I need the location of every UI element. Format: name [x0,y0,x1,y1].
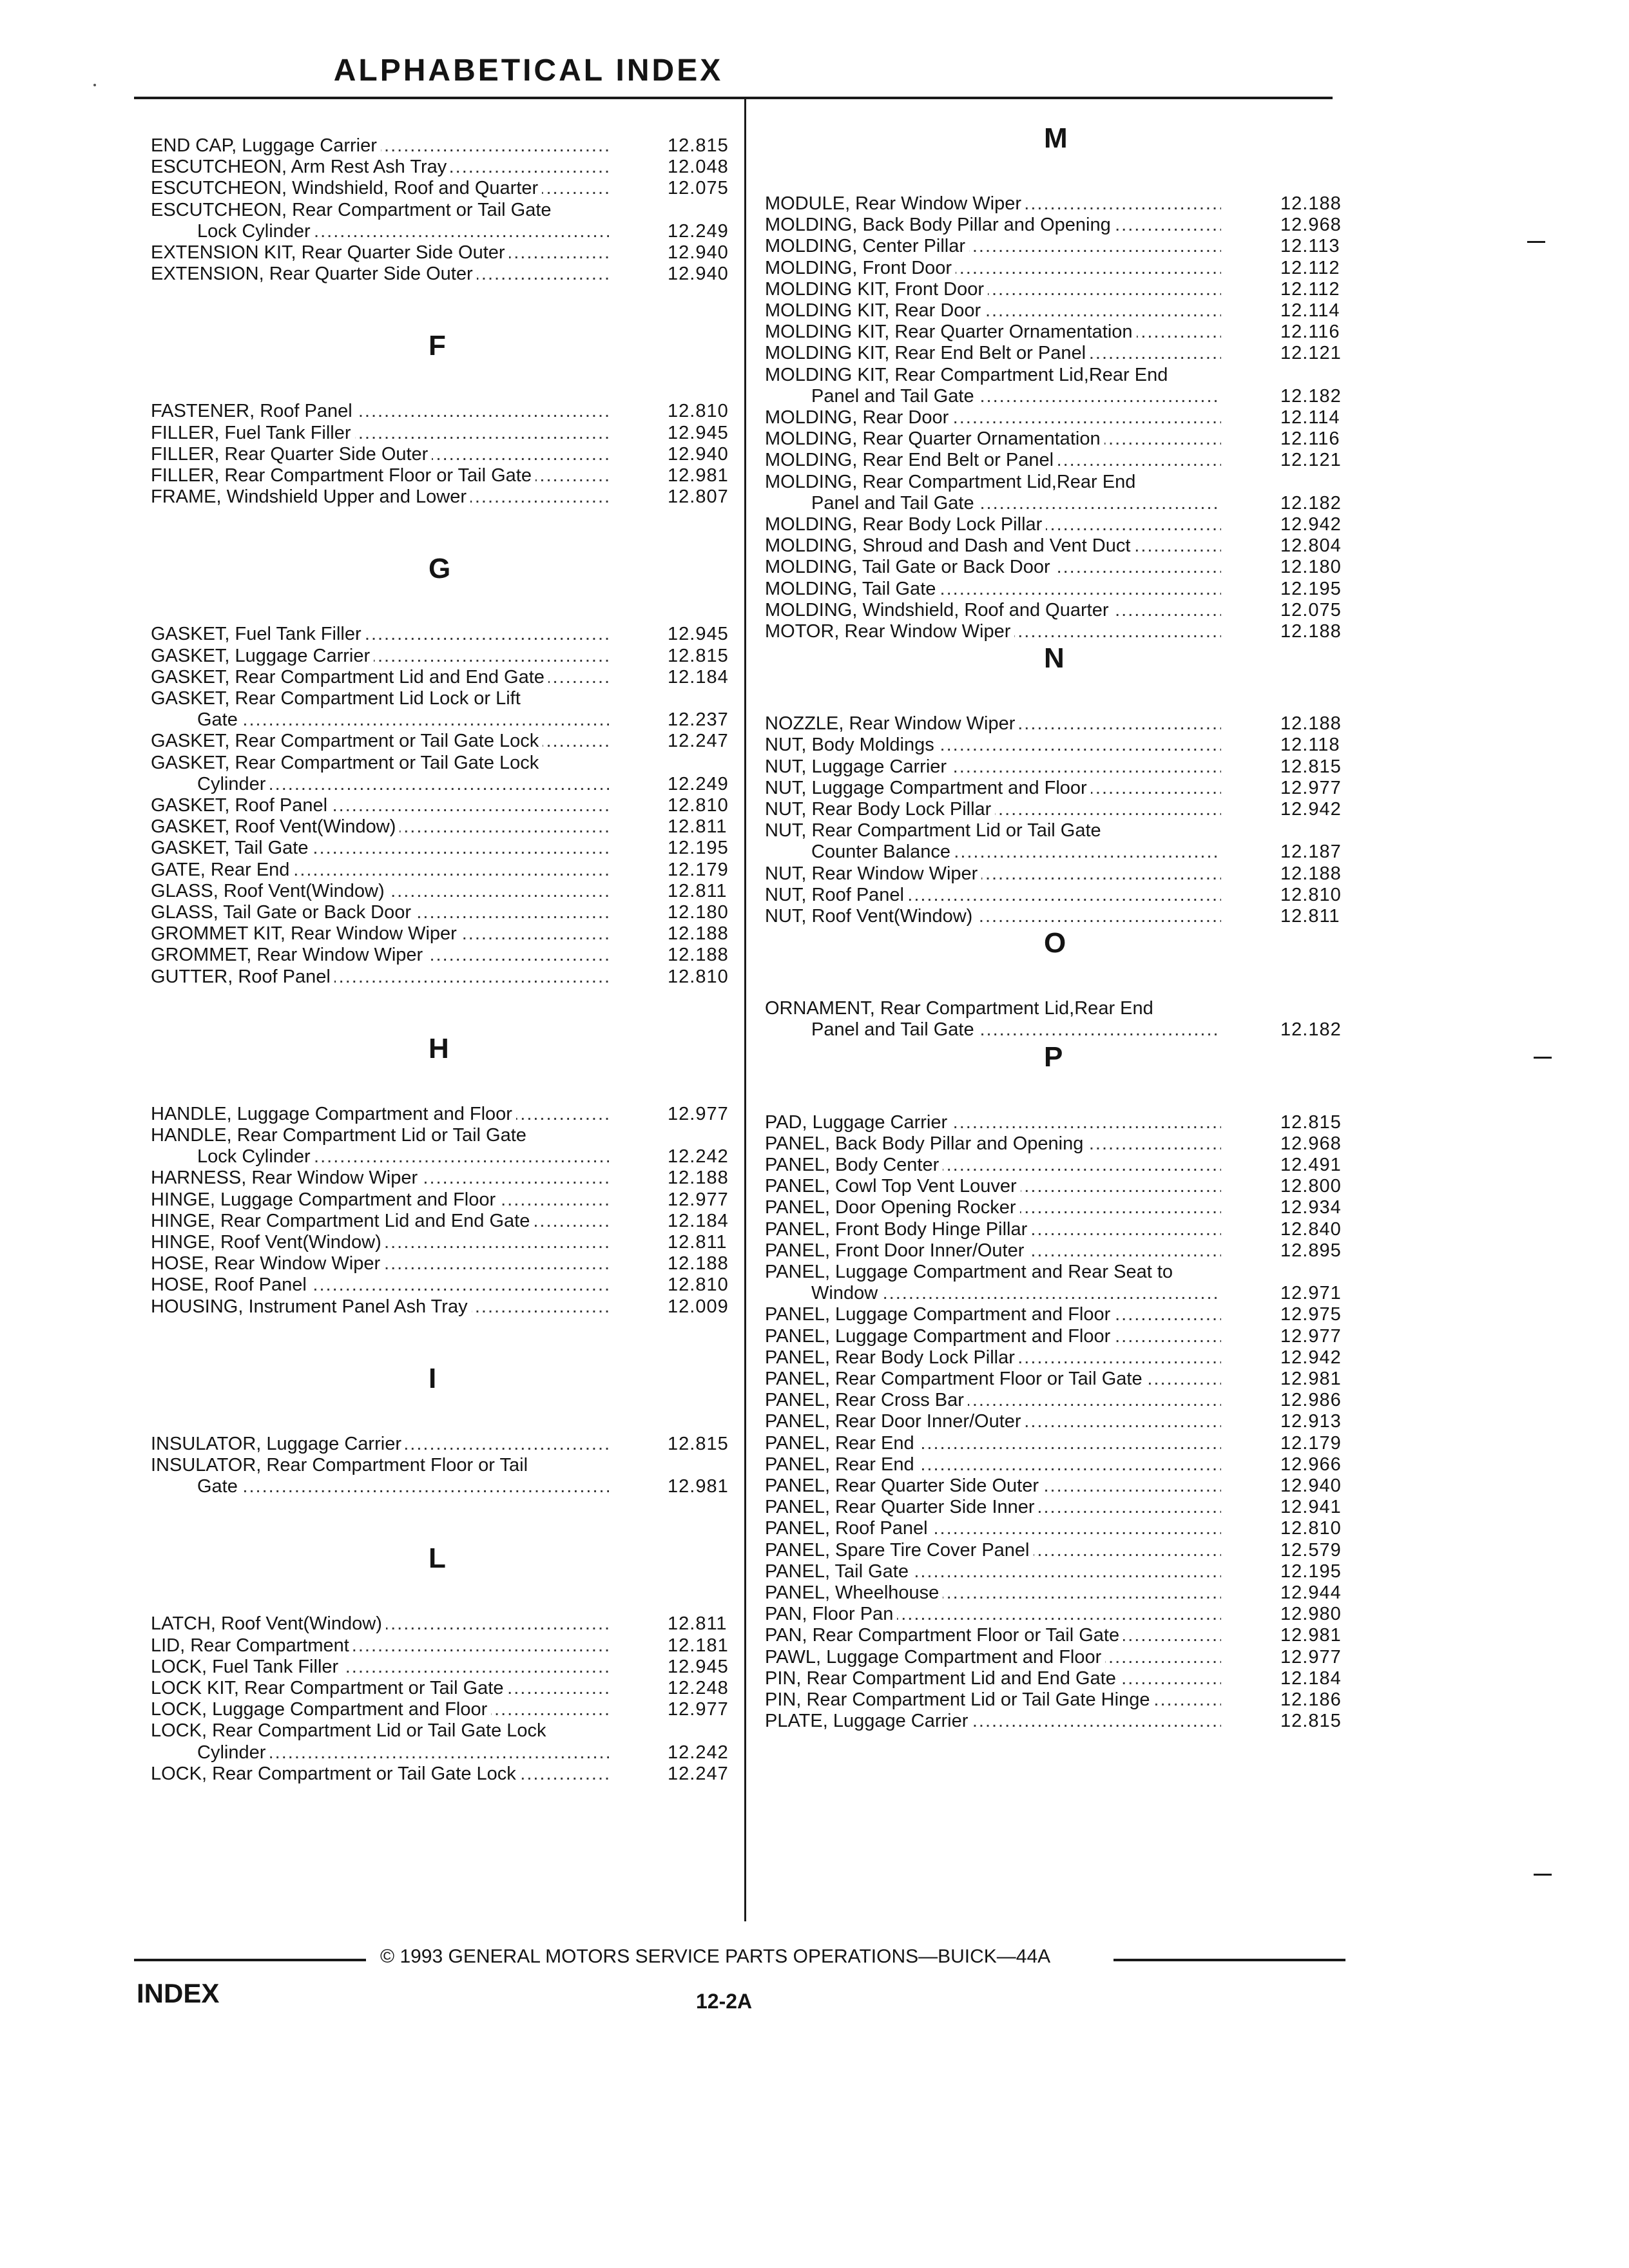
page-reference: 12.116 [1280,322,1340,343]
page-reference: 12.940 [1280,1475,1342,1496]
page-reference: 12.180 [668,902,729,923]
page-reference: 12.247 [668,731,729,752]
page-reference: 12.815 [1280,1711,1342,1732]
page-reference: 12.242 [668,1742,729,1763]
entry-text: Lock Cylinder [197,1146,314,1168]
entry-text: Panel and Tail Gate [811,386,978,407]
entry-text: PAN, Rear Compartment Floor or Tail Gate [765,1625,1123,1646]
entry-text: GLASS, Roof Vent(Window) [151,881,389,902]
section-letter-i: I [429,1362,437,1394]
entry-text: HANDLE, Luggage Compartment and Floor [151,1104,516,1125]
entry-text: MOLDING, Tail Gate or Back Door [765,557,1054,578]
entry-text: MOLDING, Front Door [765,258,956,279]
entry-text: PANEL, Rear Cross Bar [765,1390,968,1411]
entry-text: FILLER, Rear Compartment Floor or Tail Gate [151,465,535,486]
page-reference: 12.113 [1280,236,1340,257]
page-reference: 12.810 [668,795,729,816]
entry-text: LID, Rear Compartment [151,1635,353,1657]
page-reference: 12.913 [1280,1411,1342,1432]
footer-rule-left [134,1959,366,1961]
entry-text: NUT, Rear Body Lock Pillar [765,799,995,820]
section-letter-n: N [1044,642,1065,675]
entry-text: GATE, Rear End [151,860,293,881]
entry-text: NOZZLE, Rear Window Wiper [765,713,1019,735]
entry-text: MOLDING, Rear End Belt or Panel [765,450,1057,471]
entry-text: ORNAMENT, Rear Compartment Lid,Rear End [765,998,1157,1019]
entry-text: PANEL, Cowl Top Vent Louver [765,1176,1021,1197]
page-reference: 12.195 [1280,578,1342,599]
entry-text: PANEL, Body Center [765,1155,943,1176]
entry-text: PIN, Rear Compartment Lid or Tail Gate Hinge [765,1689,1153,1711]
page-reference: 12.249 [668,773,729,794]
entry-text: ESCUTCHEON, Rear Compartment or Tail Gate [151,200,555,221]
page-reference: 12.807 [668,486,729,508]
page-reference: 12.182 [1280,492,1342,514]
page-reference: 12.981 [668,1476,729,1497]
entry-text: PANEL, Luggage Compartment and Floor [765,1326,1114,1347]
section-letter-g: G [429,553,451,585]
page-reference: 12.804 [1280,535,1342,557]
page-reference: 12.968 [1280,1133,1342,1154]
page-reference: 12.182 [1280,1019,1342,1041]
entry-text: MOLDING, Tail Gate [765,579,940,600]
page-reference: 12.195 [1280,1561,1342,1582]
page-title: ALPHABETICAL INDEX [333,53,724,88]
entry-text: HARNESS, Rear Window Wiper [151,1168,421,1189]
scan-speck [93,84,96,86]
page-reference: 12.815 [1280,1111,1342,1133]
entry-text: HINGE, Roof Vent(Window) [151,1232,385,1253]
page-reference: 12.895 [1280,1240,1342,1261]
page-reference: 12.940 [668,242,729,263]
entry-text: GASKET, Rear Compartment Lid and End Gate [151,667,548,688]
page-reference: 12.491 [1280,1155,1342,1175]
page-reference: 12.977 [1280,1646,1342,1667]
entry-text: PANEL, Rear Quarter Side Outer [765,1475,1043,1497]
entry-text: GASKET, Roof Panel [151,795,331,816]
page-reference: 12.810 [668,401,729,422]
page-reference: 12.966 [1280,1454,1342,1475]
page-reference: 12.815 [668,645,729,666]
entry-text: GUTTER, Roof Panel [151,966,334,988]
entry-text: PAWL, Luggage Compartment and Floor [765,1647,1105,1668]
entry-text: FILLER, Rear Quarter Side Outer [151,444,432,465]
page-reference: 12.810 [1280,1518,1342,1539]
page-reference: 12.975 [1280,1304,1342,1325]
entry-text: PANEL, Front Body Hinge Pillar [765,1219,1031,1240]
page-reference: 12.181 [668,1635,729,1656]
entry-text: HINGE, Rear Compartment Lid and End Gate [151,1211,534,1232]
entry-text: Panel and Tail Gate [811,493,978,514]
page-reference: 12.184 [668,1210,729,1231]
page-reference: 12.811 [668,816,728,838]
page-reference: 12.009 [668,1296,729,1317]
page-reference: 12.810 [668,1274,729,1296]
page-reference: 12.977 [1280,777,1342,798]
page-reference: 12.940 [668,443,729,465]
entry-text: NUT, Body Moldings [765,735,938,756]
entry-text: MOLDING KIT, Rear Compartment Lid,Rear End [765,365,1171,386]
page-reference: 12.986 [1280,1390,1342,1411]
page-reference: 12.248 [668,1678,729,1698]
entry-text: ESCUTCHEON, Arm Rest Ash Tray [151,157,450,178]
entry-text: NUT, Roof Panel [765,885,908,906]
page-reference: 12.121 [1280,450,1342,471]
entry-text: PANEL, Rear Quarter Side Inner [765,1497,1039,1518]
entry-text: PANEL, Rear Compartment Floor or Tail Gate [765,1369,1146,1390]
page-reference: 12.977 [668,1103,729,1124]
margin-tick [1534,1874,1552,1876]
margin-tick [1534,1057,1552,1059]
page-reference: 12.942 [1280,1347,1342,1368]
entry-text: GASKET, Rear Compartment Lid Lock or Lift [151,688,525,709]
entry-text: NUT, Rear Window Wiper [765,863,981,885]
page-reference: 12.942 [1280,799,1342,820]
entry-text: NUT, Luggage Compartment and Floor [765,778,1091,799]
entry-text: MOLDING, Back Body Pillar and Opening [765,215,1115,236]
page-reference: 12.179 [1280,1432,1342,1454]
page-reference: 12.800 [1280,1176,1342,1197]
entry-text: HINGE, Luggage Compartment and Floor [151,1189,499,1211]
page-reference: 12.977 [1280,1325,1342,1347]
dot-leader [197,709,609,731]
entry-text: FASTENER, Roof Panel [151,401,356,422]
entry-text: MOTOR, Rear Window Wiper [765,621,1014,642]
section-letter-o: O [1044,927,1066,959]
entry-text: PANEL, Rear Door Inner/Outer [765,1411,1025,1432]
footer-page-number: 12-2A [696,1990,753,2013]
entry-text: Gate [197,1476,242,1497]
page-reference: 12.237 [668,709,729,731]
entry-text: MOLDING, Rear Compartment Lid,Rear End [765,472,1139,493]
page-reference: 12.114 [1280,407,1340,428]
page-reference: 12.188 [1280,713,1342,735]
entry-text: INSULATOR, Luggage Carrier [151,1434,405,1455]
entry-text: PLATE, Luggage Carrier [765,1711,972,1732]
page-reference: 12.945 [668,1656,729,1677]
entry-text: PANEL, Luggage Compartment and Rear Seat to [765,1262,1177,1283]
entry-text: GASKET, Tail Gate [151,838,312,859]
entry-text: FILLER, Fuel Tank Filler [151,423,355,444]
page-reference: 12.179 [668,859,729,880]
entry-text: PANEL, Rear End [765,1433,918,1454]
section-letter-l: L [429,1542,446,1575]
entry-text: Cylinder [197,1742,269,1763]
entry-text: PANEL, Back Body Pillar and Opening [765,1133,1087,1155]
entry-text: GASKET, Fuel Tank Filler [151,624,365,645]
page-reference: 12.195 [668,838,729,859]
entry-text: NUT, Luggage Carrier [765,756,950,778]
entry-text: Gate [197,709,242,731]
entry-text: GASKET, Luggage Carrier [151,646,374,667]
page-reference: 12.188 [1280,863,1342,884]
entry-text: LATCH, Roof Vent(Window) [151,1613,386,1635]
page-reference: 12.940 [668,264,729,285]
entry-text: Counter Balance [811,841,954,863]
title-rule [134,97,1333,99]
entry-text: PIN, Rear Compartment Lid and End Gate [765,1668,1120,1689]
page-reference: 12.968 [1280,215,1342,236]
entry-text: MOLDING KIT, Rear Door [765,300,985,322]
footer-rule-right [1113,1959,1345,1961]
entry-text: HOSE, Rear Window Wiper [151,1253,384,1274]
entry-text: MODULE, Rear Window Wiper [765,193,1025,215]
page-reference: 12.114 [1280,300,1340,321]
entry-text: LOCK, Luggage Compartment and Floor [151,1699,491,1720]
page-reference: 12.249 [668,220,729,242]
page-reference: 12.981 [1280,1625,1342,1646]
page-reference: 12.242 [668,1146,729,1168]
page-reference: 12.116 [1280,428,1340,450]
column-divider [744,98,746,1921]
page-reference: 12.112 [1280,257,1340,278]
entry-text: HOUSING, Instrument Panel Ash Tray [151,1296,472,1318]
entry-text: EXTENSION, Rear Quarter Side Outer [151,264,477,285]
entry-text: MOLDING KIT, Rear End Belt or Panel [765,343,1090,364]
page-reference: 12.247 [668,1763,729,1784]
footer-copyright: © 1993 GENERAL MOTORS SERVICE PARTS OPERATIONS—BUICK—44A [380,1946,1051,1967]
entry-text: PANEL, Rear Body Lock Pillar [765,1347,1019,1369]
page-reference: 12.184 [1280,1667,1342,1689]
entry-text: PANEL, Luggage Compartment and Floor [765,1304,1114,1325]
page-reference: 12.187 [1280,841,1342,863]
page-reference: 12.977 [668,1699,729,1720]
entry-text: FRAME, Windshield Upper and Lower [151,486,470,508]
entry-text: MOLDING, Rear Quarter Ornamentation [765,428,1104,450]
section-letter-p: P [1044,1041,1063,1073]
section-letter-m: M [1044,122,1068,154]
page-reference: 12.048 [668,157,729,178]
page-reference: 12.944 [1280,1582,1342,1603]
page-reference: 12.811 [668,1232,728,1253]
entry-text: PANEL, Rear End [765,1454,918,1475]
entry-text: MOLDING KIT, Front Door [765,279,988,300]
page-reference: 12.184 [668,666,729,687]
entry-text: Window [811,1283,882,1304]
page-reference: 12.810 [668,966,729,987]
page-reference: 12.186 [1280,1689,1342,1710]
page-reference: 12.811 [668,880,728,901]
page-reference: 12.980 [1280,1604,1342,1625]
entry-text: ESCUTCHEON, Windshield, Roof and Quarter [151,178,542,199]
page-reference: 12.811 [668,1613,728,1635]
page-reference: 12.188 [668,923,729,945]
entry-text: PAN, Floor Pan [765,1604,897,1625]
entry-text: LOCK, Rear Compartment or Tail Gate Lock [151,1763,520,1785]
dot-leader [197,1476,609,1497]
entry-text: PANEL, Front Door Inner/Outer [765,1240,1028,1262]
page-reference: 12.971 [1280,1283,1342,1304]
page-reference: 12.942 [1280,514,1342,535]
page-reference: 12.188 [668,945,729,966]
entry-text: NUT, Roof Vent(Window) [765,906,976,927]
entry-text: PANEL, Door Opening Rocker [765,1197,1020,1218]
page-reference: 12.815 [668,135,729,156]
entry-text: GASKET, Rear Compartment or Tail Gate Lock [151,731,543,752]
page-reference: 12.075 [1280,599,1342,620]
page-reference: 12.945 [668,624,729,645]
entry-text: LOCK KIT, Rear Compartment or Tail Gate [151,1678,507,1699]
entry-text: GASKET, Rear Compartment or Tail Gate Lock [151,753,543,774]
entry-text: END CAP, Luggage Carrier [151,135,381,157]
page-reference: 12.188 [668,1253,729,1274]
entry-text: EXTENSION KIT, Rear Quarter Side Outer [151,242,509,264]
margin-tick [1527,241,1545,243]
page-reference: 12.121 [1280,343,1342,364]
entry-text: PAD, Luggage Carrier [765,1112,951,1133]
entry-text: PANEL, Tail Gate [765,1561,912,1582]
entry-text: Panel and Tail Gate [811,1019,978,1041]
section-letter-f: F [429,330,446,362]
entry-text: Lock Cylinder [197,221,314,242]
page-reference: 12.810 [1280,884,1342,905]
page-reference: 12.075 [668,178,729,199]
page-reference: 12.180 [1280,557,1342,578]
entry-text: INSULATOR, Rear Compartment Floor or Tail [151,1455,532,1476]
entry-text: MOLDING, Shroud and Dash and Vent Duct [765,535,1134,557]
entry-text: LOCK, Fuel Tank Filler [151,1657,342,1678]
entry-text: GASKET, Roof Vent(Window) [151,816,400,838]
page-reference: 12.188 [1280,621,1342,642]
entry-text: MOLDING, Center Pillar [765,236,969,257]
entry-text: HANDLE, Rear Compartment Lid or Tail Gate [151,1125,530,1146]
entry-text: GROMMET, Rear Window Wiper [151,945,427,966]
entry-text: PANEL, Spare Tire Cover Panel [765,1540,1034,1561]
page-reference: 12.188 [1280,193,1342,214]
page-reference: 12.981 [668,465,729,486]
entry-text: NUT, Rear Compartment Lid or Tail Gate [765,820,1105,841]
entry-text: PANEL, Roof Panel [765,1518,932,1539]
page-reference: 12.934 [1280,1197,1342,1218]
page-reference: 12.182 [1280,385,1342,407]
footer-section-label: INDEX [137,1978,220,2008]
entry-text: MOLDING, Windshield, Roof and Quarter [765,600,1112,621]
page-reference: 12.981 [1280,1369,1342,1389]
entry-text: MOLDING KIT, Rear Quarter Ornamentation [765,322,1137,343]
entry-text: GLASS, Tail Gate or Back Door [151,902,415,923]
page-reference: 12.941 [1280,1497,1342,1518]
page-reference: 12.118 [1280,735,1340,756]
entry-text: GROMMET KIT, Rear Window Wiper [151,923,461,945]
entry-text: PANEL, Wheelhouse [765,1582,943,1604]
entry-text: LOCK, Rear Compartment Lid or Tail Gate Lock [151,1720,550,1742]
page-reference: 12.815 [1280,756,1342,777]
page-reference: 12.945 [668,422,729,443]
section-letter-h: H [429,1032,449,1064]
page-reference: 12.579 [1280,1539,1342,1561]
entry-text: MOLDING, Rear Body Lock Pillar [765,514,1046,535]
entry-text: MOLDING, Rear Door [765,407,952,428]
entry-text: HOSE, Roof Panel [151,1274,311,1296]
page-reference: 12.811 [1280,906,1340,927]
page-reference: 12.112 [1280,278,1340,300]
page-reference: 12.977 [668,1189,729,1210]
page-reference: 12.815 [668,1433,729,1454]
entry-text: Cylinder [197,774,269,795]
page-reference: 12.188 [668,1168,729,1189]
page-reference: 12.840 [1280,1218,1342,1240]
